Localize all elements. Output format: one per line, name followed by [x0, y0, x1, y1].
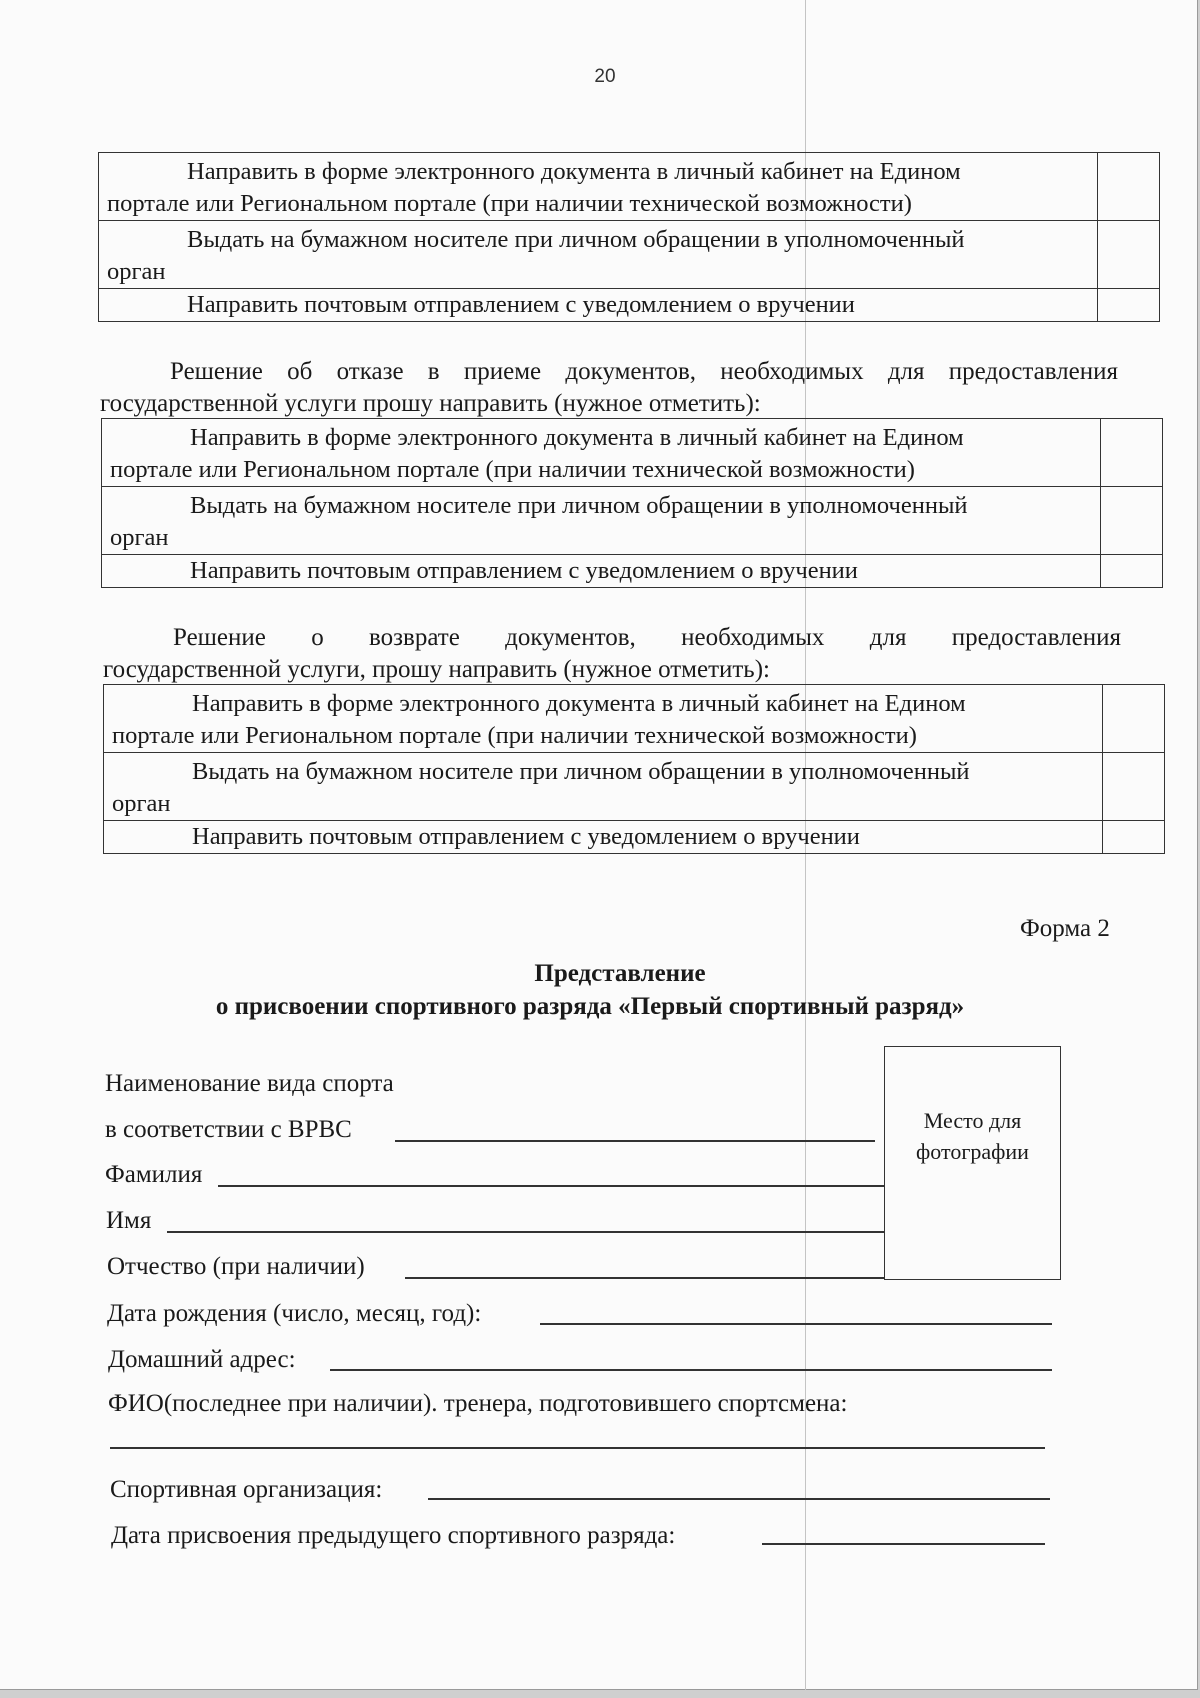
- option-text: Направить в форме электронного документа в личный кабинет на Едином портале или Региональном портале (при наличии технической возможности): [99, 153, 1098, 221]
- birth-date-line[interactable]: [540, 1323, 1052, 1325]
- prev-rank-date-label: Дата присвоения предыдущего спортивного разряда:: [111, 1522, 676, 1549]
- photo-placeholder[interactable]: [884, 1046, 1061, 1280]
- coach-label: ФИО(последнее при наличии). тренера, подготовившего спортсмена:: [108, 1390, 848, 1417]
- home-address-line[interactable]: [330, 1369, 1052, 1371]
- option-text: Выдать на бумажном носителе при личном обращении в уполномоченный орган: [99, 221, 1098, 289]
- paragraph-return: Решение о возврате документов, необходимых для предоставления государственной услуги, прошу направить (нужное отметить):: [103, 624, 1121, 683]
- option-checkbox[interactable]: [1098, 221, 1160, 289]
- option-text: Направить почтовым отправлением с уведомлением о вручении: [102, 555, 1101, 588]
- surname-label: Фамилия: [105, 1161, 203, 1188]
- sport-org-label: Спортивная организация:: [110, 1476, 383, 1503]
- photo-label-line2: фотографии: [916, 1139, 1029, 1164]
- table-row: [102, 419, 1163, 487]
- option-text: Выдать на бумажном носителе при личном обращении в уполномоченный орган: [102, 487, 1101, 555]
- option-text: Направить почтовым отправлением с уведомлением о вручении: [99, 289, 1098, 322]
- table-row: [102, 555, 1163, 588]
- table-row: [102, 487, 1163, 555]
- home-address-label: Домашний адрес:: [108, 1346, 296, 1373]
- coach-line[interactable]: [110, 1447, 1045, 1449]
- option-text: Направить в форме электронного документа в личный кабинет на Едином портале или Региональном портале (при наличии технической возможности): [102, 419, 1101, 487]
- table-row: [104, 753, 1165, 821]
- option-checkbox[interactable]: [1098, 153, 1160, 221]
- delivery-options-table-3: [103, 684, 1165, 854]
- name-label: Имя: [106, 1207, 152, 1234]
- form-title: Представление: [534, 960, 706, 987]
- table-row: [104, 821, 1165, 854]
- table-row: [99, 289, 1160, 322]
- option-text: Выдать на бумажном носителе при личном обращении в уполномоченный орган: [104, 753, 1103, 821]
- surname-line[interactable]: [218, 1185, 885, 1187]
- patronymic-label: Отчество (при наличии): [107, 1253, 365, 1280]
- option-text: Направить в форме электронного документа в личный кабинет на Едином портале или Региональном портале (при наличии технической возможности): [104, 685, 1103, 753]
- option-checkbox[interactable]: [1103, 821, 1165, 854]
- sport-name-line[interactable]: [395, 1140, 875, 1142]
- prev-rank-date-line[interactable]: [762, 1543, 1045, 1545]
- form-subtitle: о присвоении спортивного разряда «Первый спортивный разряд»: [215, 993, 965, 1020]
- option-text: Направить почтовым отправлением с уведомлением о вручении: [104, 821, 1103, 854]
- table-row: [99, 153, 1160, 221]
- option-checkbox[interactable]: [1098, 289, 1160, 322]
- delivery-options-table-2: [101, 418, 1163, 588]
- patronymic-line[interactable]: [405, 1277, 885, 1279]
- option-checkbox[interactable]: [1103, 753, 1165, 821]
- delivery-options-table-1: [98, 152, 1160, 322]
- page-number: 20: [594, 66, 616, 87]
- vrvs-label: в соответствии с ВРВС: [105, 1116, 352, 1143]
- name-line[interactable]: [167, 1231, 885, 1233]
- option-checkbox[interactable]: [1101, 419, 1163, 487]
- table-row: [99, 221, 1160, 289]
- option-checkbox[interactable]: [1103, 685, 1165, 753]
- sport-name-label: Наименование вида спорта: [105, 1070, 394, 1097]
- table-row: [104, 685, 1165, 753]
- photo-label-line1: Место для: [923, 1108, 1022, 1133]
- form-label: Форма 2: [1020, 915, 1110, 942]
- birth-date-label: Дата рождения (число, месяц, год):: [107, 1300, 482, 1327]
- paragraph-refusal: Решение об отказе в приеме документов, необходимых для предоставления государственной услуги прошу направить (нужное отметить):: [100, 358, 1118, 417]
- sport-org-line[interactable]: [428, 1498, 1050, 1500]
- option-checkbox[interactable]: [1101, 487, 1163, 555]
- option-checkbox[interactable]: [1101, 555, 1163, 588]
